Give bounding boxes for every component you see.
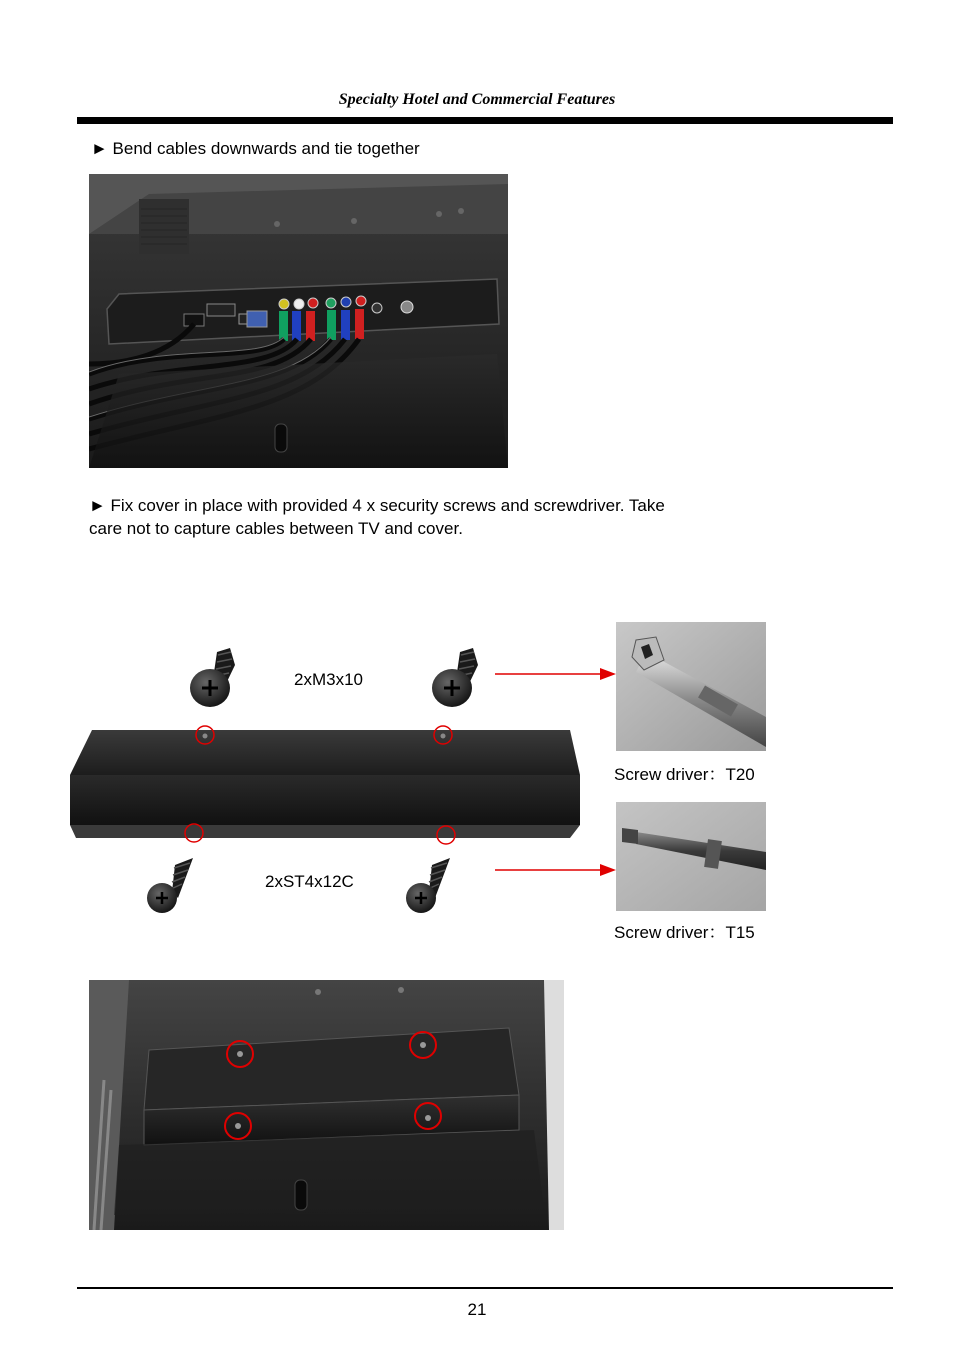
tapping-screw-label: 2xST4x12C <box>265 872 354 891</box>
footer-rule <box>77 1287 893 1289</box>
screwdriver-t20-label: Screw driver：T20 <box>614 765 755 784</box>
photo-installed-cover <box>89 980 564 1230</box>
arrow-right-icon <box>494 664 618 684</box>
machine-screw-label: 2xM3x10 <box>294 670 363 689</box>
photo-screwdriver-t20 <box>616 622 766 751</box>
step-2-instruction-line-2: care not to capture cables between TV and cover. <box>89 519 463 538</box>
page-header-title: Specialty Hotel and Commercial Features <box>338 91 616 108</box>
header-rule <box>77 117 893 124</box>
screwdriver-t15-label: Screw driver：T15 <box>614 923 755 942</box>
photo-screwdriver-t15 <box>616 802 766 911</box>
photo-tv-rear-cables <box>89 174 508 468</box>
arrow-right-icon <box>494 860 618 880</box>
step-1-instruction: ► Bend cables downwards and tie together <box>91 139 420 158</box>
step-2-instruction-line-1: ► Fix cover in place with provided 4 x security screws and screwdriver. Take <box>89 496 665 515</box>
page-number: 21 <box>467 1300 487 1319</box>
